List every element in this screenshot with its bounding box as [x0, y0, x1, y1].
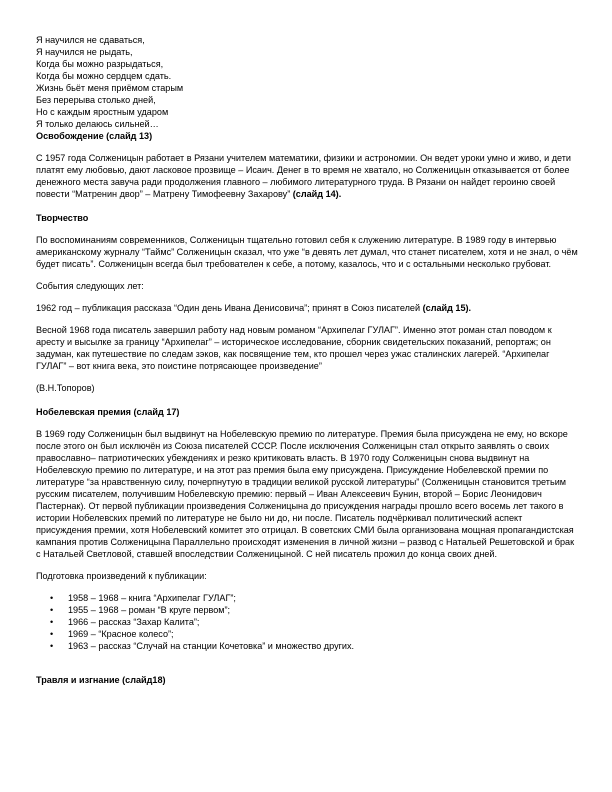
- poem-line: Когда бы можно разрыдаться,: [36, 59, 164, 69]
- poem-line: Без перерыва столько дней,: [36, 95, 156, 105]
- poem-line: Я научился не рыдать,: [36, 47, 133, 57]
- paragraph-text: 1962 год – публикация рассказа “Один день Ивана Денисовича”; принят в Союз писателей: [36, 303, 423, 313]
- paragraph: В 1969 году Солженицын был выдвинут на Нобелевскую премию по литературе. Премия была присуждена не ему, но вскоре после этого он был исключён из Союза писателей СССР. После исключения Солженицын стал открыто заявлять о своих православно– патриотических убеждениях и резко критиковать власть. В 1970 году Солженицын снова выдвинут на Нобелевскую премию по литературе, и на этот раз премия была ему присуждена. Присуждение Нобелевской премии по литературе “за нравственную силу, почерпнутую в традиции великой русской литературы” (Солженицын становится третьим русским писателем, получившим Нобелевскую премию: первый – Иван Алексеевич Бунин, второй – Борис Леонидович Пастернак). От первой публикации произведения Солженицына до присуждения награды прошло всего восемь лет такого в истории Нобелевских премий по литературе не было ни до, ни после. Писатель подчёркивал политический аспект присуждения премии, хотя Нобелевский комитет это отрицал. В советских СМИ была организована мощная пропагандистская кампания против Солженицына Параллельно происходят изменения в личной жизни – развод с Натальей Решетовской и брак с Натальей Светловой, ставшей впоследствии Солженицыной. С ней писатель прожил до конца своих дней.: [36, 429, 575, 559]
- section-heading-nobel: Нобелевская премия (слайд 17): [36, 407, 180, 417]
- paragraph-text: С 1957 года Солженицын работает в Рязани учителем математики, физики и астрономии. Он ведет уроки умно и живо, и дети платят ему любовью, дают ласковое прозвище – Исаич. Денег в то время не хватало, но Солженицын отказывается от более денежного места завуча ради продолжения главного – любимого литературного труда. В Рязани он найдет героиню своей повести “Матренин двор” – Матрену Тимофеевну Захарову”: [36, 153, 572, 199]
- poem-line: Жизнь бьёт меня приёмом старым: [36, 83, 184, 93]
- slide-reference: (слайд 14).: [290, 189, 342, 199]
- list-item: • 1958 – 1968 – книга “Архипелаг ГУЛАГ”;: [36, 592, 580, 604]
- poem-line: Я только делаюсь сильней…: [36, 119, 159, 129]
- section-heading-persecution: Травля и изгнание (слайд18): [36, 675, 166, 685]
- paragraph: Весной 1968 года писатель завершил работу над новым романом “Архипелаг ГУЛАГ”. Именно этот роман стал поводом к аресту и высылке за границу “Архипелаг” – историческое исследование, сборник свидетельских показаний, репортаж; он задуман, как путешествие по следам зэков, как посвящение тем, кто прошел через ужас сталинских лагерей. “Архипелаг ГУЛАГ” – вот книга века, это поистине потрясающее произведение”: [36, 325, 552, 371]
- poem-line: Когда бы можно сердцем сдать.: [36, 71, 172, 81]
- list-item: • 1963 – рассказ “Случай на станции Кочетовка” и множество других.: [36, 640, 580, 652]
- list-item: • 1966 – рассказ “Захар Калита”;: [36, 616, 580, 628]
- section-heading-creativity: Творчество: [36, 213, 89, 223]
- paragraph: По воспоминаниям современников, Солженицын тщательно готовил себя к служению литературе. В 1989 году в интервью американскому журналу “Таймс” Солженицын сказал, что уже “в девять лет думал, что станет писателем, хотя и не знал, о чём будет писать”. Солженицын всегда был требователен к себе, а потому, казалось, что и с остальными несколько грубоват.: [36, 235, 578, 269]
- poem-line: Но с каждым яростным ударом: [36, 107, 169, 117]
- document-page: [36, 34, 580, 686]
- section-heading-liberation: Освобождение (слайд 13): [36, 131, 153, 141]
- works-list: [36, 592, 580, 652]
- quote-attribution: (В.Н.Топоров): [36, 383, 95, 393]
- slide-reference: (слайд 15).: [422, 303, 472, 313]
- paragraph: События следующих лет:: [36, 281, 144, 291]
- list-item: • 1955 – 1968 – роман “В круге первом”;: [36, 604, 580, 616]
- paragraph: Подготовка произведений к публикации:: [36, 571, 207, 581]
- paragraph: [36, 152, 580, 200]
- list-item: • 1969 – “Красное колесо”;: [36, 628, 580, 640]
- poem: [36, 34, 580, 130]
- paragraph: [36, 302, 580, 314]
- poem-line: Я научился не сдаваться,: [36, 35, 145, 45]
